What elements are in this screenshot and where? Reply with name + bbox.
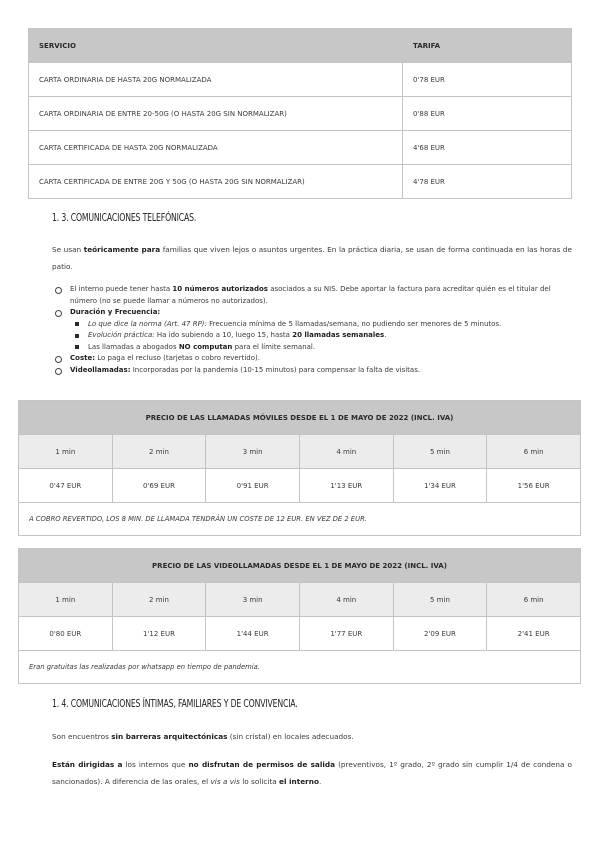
duration-cell: 5 min (393, 583, 487, 617)
item-text: Frecuencia mínima de 5 llamadas/semana, no pudiendo ser menores de 5 minutos. (206, 319, 502, 328)
item-label: Duración y Frecuencia: (70, 308, 161, 316)
sub-list-item (52, 342, 572, 354)
para-bold: Están dirigidas a (52, 760, 123, 769)
table-row (29, 131, 572, 165)
item-italic: Lo que dice la norma (Art. 47 RP): (88, 319, 207, 328)
tariff-service-cell: CARTA ORDINARIA DE ENTRE 20-50G (O HASTA 20G SIN NORMALIZAR) (29, 97, 403, 131)
price-cell: 0'69 EUR (112, 469, 206, 503)
mobile-prices-title: PRECIO DE LAS LLAMADAS MÓVILES DESDE EL 1 DE MAYO DE 2022 (INCL. IVA) (19, 401, 581, 435)
tariff-service-cell: CARTA CERTIFICADA DE ENTRE 20G Y 50G (O HASTA 20G SIN NORMALIZAR) (29, 165, 403, 199)
tariff-header-row (29, 29, 572, 63)
duration-row (19, 583, 581, 617)
item-text-end: . (384, 331, 387, 339)
price-cell: 1'12 EUR (112, 617, 206, 651)
para-text: (preventivos, 1º grado, 2º grado sin cumplir 1/4 de condena o sancionados). A diferencia de las orales, el (52, 760, 573, 786)
para-text: lo solicita (239, 777, 280, 786)
price-cell: 1'44 EUR (206, 617, 300, 651)
duration-cell: 3 min (206, 435, 300, 469)
tariff-rate-cell: 0'78 EUR (403, 63, 572, 97)
para-text: Son encuentros (52, 732, 112, 741)
tariff-service-cell: CARTA ORDINARIA DE HASTA 20G NORMALIZADA (29, 63, 403, 97)
section-14-heading: 1. 4. COMUNICACIONES ÍNTIMAS, FAMILIARES Y DE CONVIVENCIA. (52, 698, 298, 710)
duration-row (19, 435, 581, 469)
tariff-header-service: SERVICIO (29, 29, 403, 63)
mobile-prices-note: A COBRO REVERTIDO, LOS 8 MIN. DE LLAMADA TENDRÁN UN COSTE DE 12 EUR. EN VEZ DE 2 EUR. (19, 503, 581, 536)
intro-text-end: familias que viven lejos o asuntos urgentes. En la práctica diaria, se usan de forma continuada en las horas de patio. (52, 245, 572, 271)
list-item (52, 284, 572, 307)
duration-cell: 6 min (487, 583, 581, 617)
sub-list-item (52, 330, 572, 342)
video-prices-table (18, 548, 581, 684)
item-text: Las llamadas a abogados (88, 342, 179, 351)
item-text-end: para el límite semanal. (232, 342, 316, 351)
item-bold: NO computan (178, 342, 233, 351)
para-bold: sin barreras arquitectónicas (111, 732, 228, 741)
list-item (52, 365, 572, 377)
item-bold: 10 números autorizados (172, 285, 268, 293)
tariff-header-rate: TARIFA (403, 29, 572, 63)
table-title-row (19, 401, 581, 435)
price-cell: 2'09 EUR (393, 617, 487, 651)
item-label: Coste: (70, 354, 96, 362)
table-row (29, 165, 572, 199)
duration-cell: 2 min (112, 583, 206, 617)
table-title-row (19, 549, 581, 583)
mobile-prices-table (18, 400, 581, 536)
duration-cell: 1 min (19, 435, 113, 469)
section-14-paragraph-2 (52, 756, 572, 790)
list-item (52, 353, 572, 365)
note-row (19, 651, 581, 684)
item-italic: Evolución práctica: (88, 331, 155, 339)
section-14-paragraph-1 (52, 728, 572, 745)
list-item (52, 307, 572, 319)
price-cell: 1'34 EUR (393, 469, 487, 503)
para-bold: el interno (279, 777, 319, 786)
table-row (29, 63, 572, 97)
note-row (19, 503, 581, 536)
duration-cell: 1 min (19, 583, 113, 617)
item-label: Videollamadas: (70, 365, 131, 374)
price-cell: 0'80 EUR (19, 617, 113, 651)
price-cell: 0'47 EUR (19, 469, 113, 503)
price-row (19, 469, 581, 503)
section-13-heading: 1. 3. COMUNICACIONES TELEFÓNICAS. (52, 212, 197, 224)
duration-cell: 6 min (487, 435, 581, 469)
phone-rules-list (52, 284, 572, 376)
item-bold: 20 llamadas semanales (292, 331, 385, 339)
sub-list-item (52, 319, 572, 331)
duration-cell: 3 min (206, 583, 300, 617)
item-text-end: asociados a su NIS. Debe aportar la factura para acreditar quién es el titular del número (no se puede llamar a números no autorizados). (70, 285, 551, 305)
video-prices-title: PRECIO DE LAS VIDEOLLAMADAS DESDE EL 1 DE MAYO DE 2022 (INCL. IVA) (19, 549, 581, 583)
duration-cell: 2 min (112, 435, 206, 469)
intro-bold: teóricamente para (83, 245, 161, 254)
section-13-intro (52, 241, 572, 275)
para-text: los internos que (122, 760, 189, 769)
item-text: El interno puede tener hasta (70, 285, 173, 293)
duration-cell: 4 min (299, 583, 393, 617)
para-text-end: . (318, 777, 322, 786)
table-row (29, 97, 572, 131)
para-italic: vis a vis (210, 777, 240, 786)
item-text: Lo paga el recluso (tarjetas o cobro revertido). (95, 354, 260, 362)
tariff-service-cell: CARTA CERTIFICADA DE HASTA 20G NORMALIZADA (29, 131, 403, 165)
intro-text: Se usan (52, 245, 84, 254)
price-cell: 1'77 EUR (299, 617, 393, 651)
para-bold: no disfrutan de permisos de salida (188, 760, 336, 769)
item-text: Incorporadas por la pandemia (10-15 minutos) para compensar la falta de visitas. (130, 365, 421, 374)
price-cell: 2'41 EUR (487, 617, 581, 651)
para-text-end: (sin cristal) en locales adecuados. (227, 732, 354, 741)
tariff-rate-cell: 0'88 EUR (403, 97, 572, 131)
duration-cell: 4 min (299, 435, 393, 469)
item-text: Ha ido subiendo a 10, luego 15, hasta (154, 331, 293, 339)
tariff-table (28, 28, 572, 199)
price-row (19, 617, 581, 651)
price-cell: 0'91 EUR (206, 469, 300, 503)
tariff-rate-cell: 4'78 EUR (403, 165, 572, 199)
price-cell: 1'13 EUR (299, 469, 393, 503)
video-prices-note: Eran gratuitas las realizadas por whatsapp en tiempo de pandemia. (19, 651, 581, 684)
duration-cell: 5 min (393, 435, 487, 469)
price-cell: 1'56 EUR (487, 469, 581, 503)
tariff-rate-cell: 4'68 EUR (403, 131, 572, 165)
